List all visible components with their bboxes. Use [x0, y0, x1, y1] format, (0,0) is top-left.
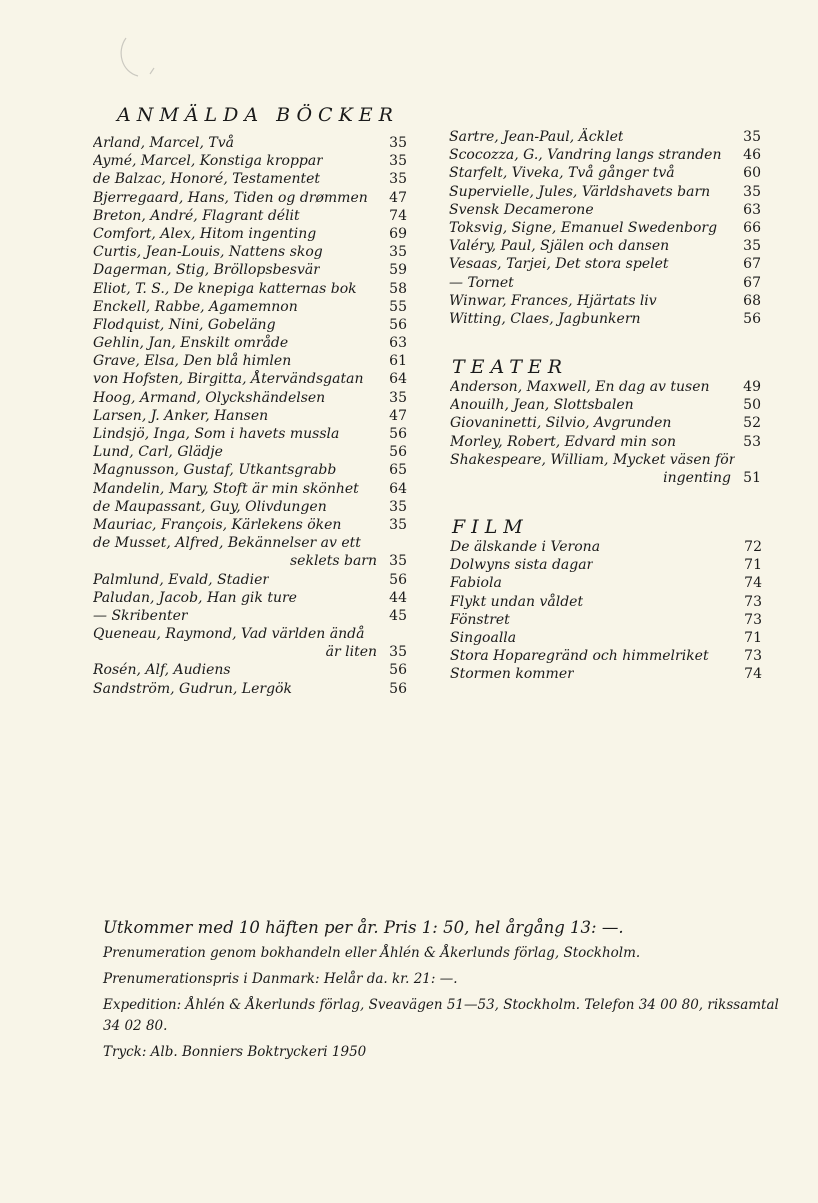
index-entry — [450, 451, 761, 469]
entry-title: Sandström, Gudrun, Lergök — [93, 680, 292, 697]
entry-title: De älskande i Verona — [450, 539, 601, 555]
entry-page-number: 35 — [389, 516, 407, 533]
entry-title: Hoog, Armand, Olyckshändelsen — [93, 389, 326, 406]
entry-page-number — [389, 625, 407, 643]
entry-title: Toksvig, Signe, Emanuel Swedenborg — [449, 219, 718, 236]
entry-page-number: 64 — [389, 480, 407, 497]
index-entry — [450, 556, 762, 574]
entry-page-number: 47 — [389, 189, 407, 206]
index-entry — [93, 189, 407, 207]
index-entry — [450, 647, 762, 665]
entry-title: Paludan, Jacob, Han gik ture — [93, 589, 297, 606]
index-entry — [450, 593, 762, 611]
entry-title: — Tornet — [449, 274, 514, 291]
theatre-list — [450, 378, 761, 487]
entry-title: Enckell, Rabbe, Agamemnon — [93, 298, 298, 315]
entry-title: seklets barn — [290, 553, 377, 570]
index-entry — [93, 134, 407, 152]
entry-page-number: 35 — [389, 553, 407, 570]
index-entry — [93, 316, 407, 334]
entry-page-number: 64 — [389, 371, 407, 388]
index-entry — [93, 461, 407, 479]
index-entry — [450, 629, 762, 647]
entry-title: Winwar, Frances, Hjärtats liv — [449, 292, 657, 309]
entry-page-number: 35 — [389, 498, 407, 515]
entry-page-number: 73 — [744, 611, 762, 628]
publication-info — [103, 918, 783, 1068]
entry-title: Anderson, Maxwell, En dag av tusen — [450, 379, 710, 395]
entry-page-number: 63 — [743, 201, 761, 218]
index-entry — [93, 571, 407, 589]
entry-title: Eliot, T. S., De knepiga katternas bok — [93, 280, 357, 297]
index-entry — [450, 414, 761, 432]
entry-title: Shakespeare, William, Mycket väsen för — [450, 451, 736, 468]
index-entry — [93, 480, 407, 498]
index-entry — [449, 201, 761, 219]
entry-page-number: 72 — [744, 539, 762, 555]
index-entry — [449, 219, 761, 237]
index-entry — [449, 274, 761, 292]
entry-title: Bjerregaard, Hans, Tiden og drømmen — [93, 189, 368, 206]
entry-page-number: 67 — [743, 256, 761, 273]
index-entry — [450, 433, 761, 451]
index-entry — [93, 607, 407, 625]
index-entry — [93, 225, 407, 243]
entry-page-number: 53 — [743, 433, 761, 450]
entry-title: Comfort, Alex, Hitom ingenting — [93, 225, 317, 242]
entry-title: de Maupassant, Guy, Olivdungen — [93, 498, 327, 515]
entry-page-number: 55 — [389, 298, 407, 315]
entry-page-number: 46 — [743, 147, 761, 164]
entry-page-number: 56 — [743, 310, 761, 327]
entry-page-number: 56 — [389, 571, 407, 588]
index-entry — [93, 661, 407, 679]
subscription-price: Utkommer med 10 häften per år. Pris 1: 50, hel årgång 13: —. — [103, 918, 624, 937]
entry-page-number: 56 — [389, 316, 407, 333]
entry-title: Lund, Carl, Glädje — [93, 444, 223, 461]
entry-page-number: 35 — [389, 135, 407, 151]
index-entry — [93, 243, 407, 261]
entry-page-number: 35 — [743, 129, 761, 145]
entry-title: Supervielle, Jules, Världshavets barn — [449, 183, 711, 200]
entry-page-number: 74 — [389, 207, 407, 224]
pencil-mark — [112, 28, 172, 88]
entry-page-number: 59 — [389, 262, 407, 279]
index-entry — [93, 280, 407, 298]
entry-page-number: 56 — [389, 444, 407, 461]
books-list-col1 — [93, 134, 407, 698]
entry-title: Flykt undan våldet — [450, 593, 584, 610]
entry-title: Grave, Elsa, Den blå himlen — [93, 353, 292, 370]
entry-page-number: 35 — [389, 153, 407, 170]
index-entry — [93, 298, 407, 316]
index-entry — [449, 310, 761, 328]
entry-page-number: 74 — [744, 575, 762, 592]
entry-page-number: 73 — [744, 648, 762, 665]
entry-title: Mauriac, François, Kärlekens öken — [93, 516, 342, 533]
entry-title: Gehlin, Jan, Enskilt område — [93, 335, 289, 352]
index-entry — [93, 170, 407, 188]
entry-page-number: 56 — [389, 680, 407, 697]
entry-page-number: 51 — [743, 469, 761, 486]
index-entry — [450, 574, 762, 592]
entry-title: Flodquist, Nini, Gobeläng — [93, 316, 276, 333]
index-entry — [450, 538, 762, 556]
books-list-col2 — [449, 128, 761, 328]
index-entry — [449, 237, 761, 255]
entry-title: Queneau, Raymond, Vad världen ändå — [93, 626, 365, 643]
books-heading: ANMÄLDA BÖCKER — [117, 104, 399, 126]
entry-title: Fönstret — [450, 611, 510, 628]
entry-page-number: 65 — [389, 462, 407, 479]
entry-title: Morley, Robert, Edvard min son — [450, 433, 676, 450]
subscription-line: Prenumeration genom bokhandeln eller Åhlén & Åkerlunds förlag, Stockholm. — [103, 945, 641, 961]
index-entry — [93, 207, 407, 225]
entry-page-number: 61 — [389, 353, 407, 370]
index-entry — [449, 164, 761, 182]
entry-title: Singoalla — [450, 629, 517, 646]
entry-page-number: 35 — [743, 238, 761, 255]
entry-title: Fabiola — [450, 575, 502, 592]
index-entry — [450, 469, 761, 487]
entry-title: Palmlund, Evald, Stadier — [93, 571, 270, 588]
entry-title: de Musset, Alfred, Bekännelser av ett — [93, 535, 361, 552]
entry-page-number: 49 — [743, 379, 761, 395]
index-entry — [449, 292, 761, 310]
entry-title: de Balzac, Honoré, Testamentet — [93, 171, 321, 188]
entry-page-number: 52 — [743, 415, 761, 432]
index-entry — [93, 552, 407, 570]
index-entry — [450, 396, 761, 414]
entry-page-number: 74 — [744, 666, 762, 683]
index-entry — [450, 378, 761, 396]
index-entry — [449, 255, 761, 273]
entry-title: Scocozza, G., Vandring langs stranden — [449, 147, 722, 164]
entry-page-number: 71 — [744, 557, 762, 574]
index-entry — [93, 498, 407, 516]
index-entry — [450, 611, 762, 629]
index-entry — [93, 389, 407, 407]
entry-title: Dagerman, Stig, Bröllopsbesvär — [93, 262, 320, 279]
index-entry — [93, 352, 407, 370]
index-entry — [93, 516, 407, 534]
entry-title: Curtis, Jean-Louis, Nattens skog — [93, 244, 323, 261]
entry-title: Svensk Decamerone — [449, 201, 594, 218]
index-entry — [93, 589, 407, 607]
entry-title: Starfelt, Viveka, Två gånger två — [449, 165, 675, 182]
entry-title: Sartre, Jean-Paul, Äcklet — [449, 129, 624, 145]
index-entry — [93, 425, 407, 443]
theatre-heading: TEATER — [452, 356, 569, 378]
entry-page-number: 73 — [744, 593, 762, 610]
entry-title: Stora Hoparegränd och himmelriket — [450, 648, 709, 665]
entry-page-number: 44 — [389, 589, 407, 606]
entry-page-number: 45 — [389, 607, 407, 624]
film-list — [450, 538, 762, 684]
index-entry — [93, 443, 407, 461]
index-entry — [93, 643, 407, 661]
entry-title: är liten — [325, 644, 377, 661]
entry-page-number: 66 — [743, 219, 761, 236]
entry-title: Breton, André, Flagrant délit — [93, 207, 300, 224]
denmark-price-line: Prenumerationspris i Danmark: Helår da. kr. 21: —. — [103, 971, 458, 987]
index-entry — [93, 152, 407, 170]
index-entry — [450, 665, 762, 683]
entry-title: Stormen kommer — [450, 666, 574, 683]
entry-title: Giovaninetti, Silvio, Avgrunden — [450, 415, 672, 432]
index-entry — [93, 680, 407, 698]
entry-title: Dolwyns sista dagar — [450, 557, 594, 574]
entry-title: Magnusson, Gustaf, Utkantsgrabb — [93, 462, 337, 479]
entry-page-number: 56 — [389, 426, 407, 442]
index-entry — [93, 407, 407, 425]
index-entry — [449, 146, 761, 164]
entry-page-number: 56 — [389, 662, 407, 679]
entry-page-number — [389, 534, 407, 552]
entry-title: Witting, Claes, Jagbunkern — [449, 310, 641, 327]
entry-title: Vesaas, Tarjei, Det stora spelet — [449, 256, 669, 273]
entry-title: ingenting — [663, 469, 731, 486]
entry-page-number: 71 — [744, 629, 762, 646]
expedition-line: Expedition: Åhlén & Åkerlunds förlag, Sveavägen 51—53, Stockholm. Telefon 34 00 80, rikssamtal 34 02 80. — [103, 997, 779, 1034]
index-entry — [93, 370, 407, 388]
entry-page-number: 60 — [743, 165, 761, 182]
entry-title: — Skribenter — [93, 607, 188, 624]
entry-page-number: 69 — [389, 225, 407, 242]
entry-page-number: 68 — [743, 292, 761, 309]
entry-title: Anouilh, Jean, Slottsbalen — [450, 397, 634, 414]
entry-title: Mandelin, Mary, Stoft är min skönhet — [93, 480, 359, 497]
entry-title: Lindsjö, Inga, Som i havets mussla — [93, 426, 340, 442]
index-entry — [93, 334, 407, 352]
entry-page-number: 35 — [389, 244, 407, 261]
entry-page-number: 47 — [389, 407, 407, 424]
entry-title: Rosén, Alf, Audiens — [93, 662, 231, 679]
entry-page-number: 63 — [389, 335, 407, 352]
entry-page-number: 35 — [389, 171, 407, 188]
entry-page-number: 35 — [389, 644, 407, 661]
index-entry — [93, 625, 407, 643]
printer-line: Tryck: Alb. Bonniers Boktryckeri 1950 — [103, 1044, 367, 1060]
index-entry — [93, 261, 407, 279]
index-entry — [449, 183, 761, 201]
entry-title: Arland, Marcel, Två — [93, 135, 234, 151]
entry-page-number: 35 — [743, 183, 761, 200]
entry-title: Larsen, J. Anker, Hansen — [93, 407, 269, 424]
entry-page-number: 67 — [743, 274, 761, 291]
entry-title: Valéry, Paul, Själen och dansen — [449, 238, 670, 255]
entry-page-number — [743, 451, 761, 469]
entry-page-number: 58 — [389, 280, 407, 297]
entry-page-number: 50 — [743, 397, 761, 414]
entry-title: von Hofsten, Birgitta, Återvändsgatan — [93, 371, 364, 388]
film-heading: FILM — [452, 516, 529, 538]
index-entry — [93, 534, 407, 552]
index-entry — [449, 128, 761, 146]
entry-title: Aymé, Marcel, Konstiga kroppar — [93, 153, 323, 170]
entry-page-number: 35 — [389, 389, 407, 406]
